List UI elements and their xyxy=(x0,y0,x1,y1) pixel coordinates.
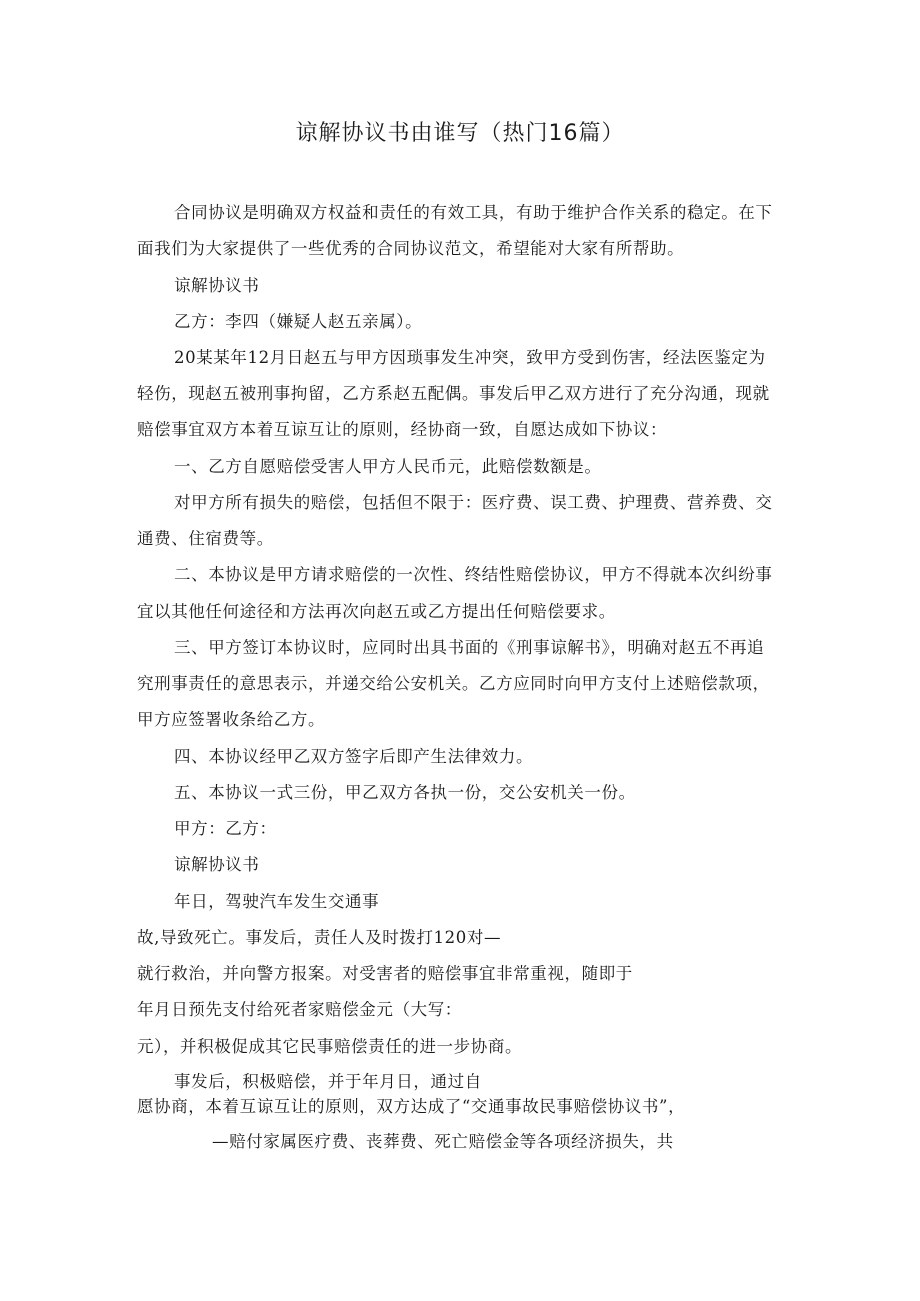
paragraph-line: 五、本协议一式三份，甲乙双方各执一份，交公安机关一份。 xyxy=(174,783,636,802)
paragraph-line: 究刑事责任的意思表示，并递交给公安机关。乙方应同时向甲方支付上述赔偿款项， xyxy=(137,674,770,693)
paragraph-line: 愿协商，本着互谅互让的原则，双方达成了“交通事故民事赔偿协议书”， xyxy=(137,1097,686,1116)
paragraph-line: 谅解协议书 xyxy=(174,855,260,874)
paragraph-line: 年月日预先支付给死者家赔偿金元（大写： xyxy=(137,1000,462,1019)
paragraph-line: 面我们为大家提供了一些优秀的合同协议范文，希望能对大家有所帮助。 xyxy=(137,239,685,258)
paragraph-line: 故,导致死亡。事发后，责任人及时拨打120对— xyxy=(137,928,502,947)
paragraph-line: 乙方：李四（嫌疑人赵五亲属）。 xyxy=(174,312,423,331)
paragraph-line: 合同协议是明确双方权益和责任的有效工具，有助于维护合作关系的稳定。在下 xyxy=(174,203,773,222)
paragraph-line: 二、本协议是甲方请求赔偿的一次性、终结性赔偿协议，甲方不得就本次纠纷事 xyxy=(174,565,773,584)
paragraph-line: 一、乙方自愿赔偿受害人甲方人民币元，此赔偿数额是。 xyxy=(174,457,602,476)
paragraph-line: 对甲方所有损失的赔偿，包括但不限于：医疗费、误工费、护理费、营养费、交 xyxy=(174,493,773,512)
paragraph-line: 宜以其他任何途径和方法再次向赵五或乙方提出任何赔偿要求。 xyxy=(137,602,616,621)
paragraph-line: 20某某年12月日赵五与甲方因琐事发生冲突，致甲方受到伤害，经法医鉴定为 xyxy=(174,348,766,367)
paragraph-line: —赔付家属医疗费、丧葬费、死亡赔偿金等各项经济损失，共 xyxy=(212,1132,674,1151)
paragraph-line: 年日，驾驶汽车发生交通事 xyxy=(174,892,380,911)
paragraph-line: 赔偿事宜双方本着互谅互让的原则，经协商一致，自愿达成如下协议： xyxy=(137,420,668,439)
paragraph-line: 通费、住宿费等。 xyxy=(137,529,274,548)
paragraph-line: 甲方应签署收条给乙方。 xyxy=(137,710,326,729)
paragraph-line: 谅解协议书 xyxy=(174,276,260,295)
document-title: 谅解协议书由谁写（热门16篇） xyxy=(295,121,625,146)
paragraph-line: 就行救治，并向警方报案。对受害者的赔偿事宜非常重视，随即于 xyxy=(137,964,633,983)
paragraph-line: 事发后，积极赔偿，并于年月日，通过自 xyxy=(174,1072,482,1091)
paragraph-line: 四、本协议经甲乙双方签字后即产生法律效力。 xyxy=(174,747,534,766)
paragraph-line: 甲方：乙方： xyxy=(174,819,277,838)
paragraph-line: 轻伤，现赵五被刑事拘留，乙方系赵五配偶。事发后甲乙双方进行了充分沟通，现就 xyxy=(137,384,770,403)
paragraph-line: 三、甲方签订本协议时，应同时出具书面的《刑事谅解书》，明确对赵五不再追 xyxy=(174,638,765,657)
paragraph-line: 元），并积极促成其它民事赔偿责任的进一步协商。 xyxy=(137,1037,523,1056)
